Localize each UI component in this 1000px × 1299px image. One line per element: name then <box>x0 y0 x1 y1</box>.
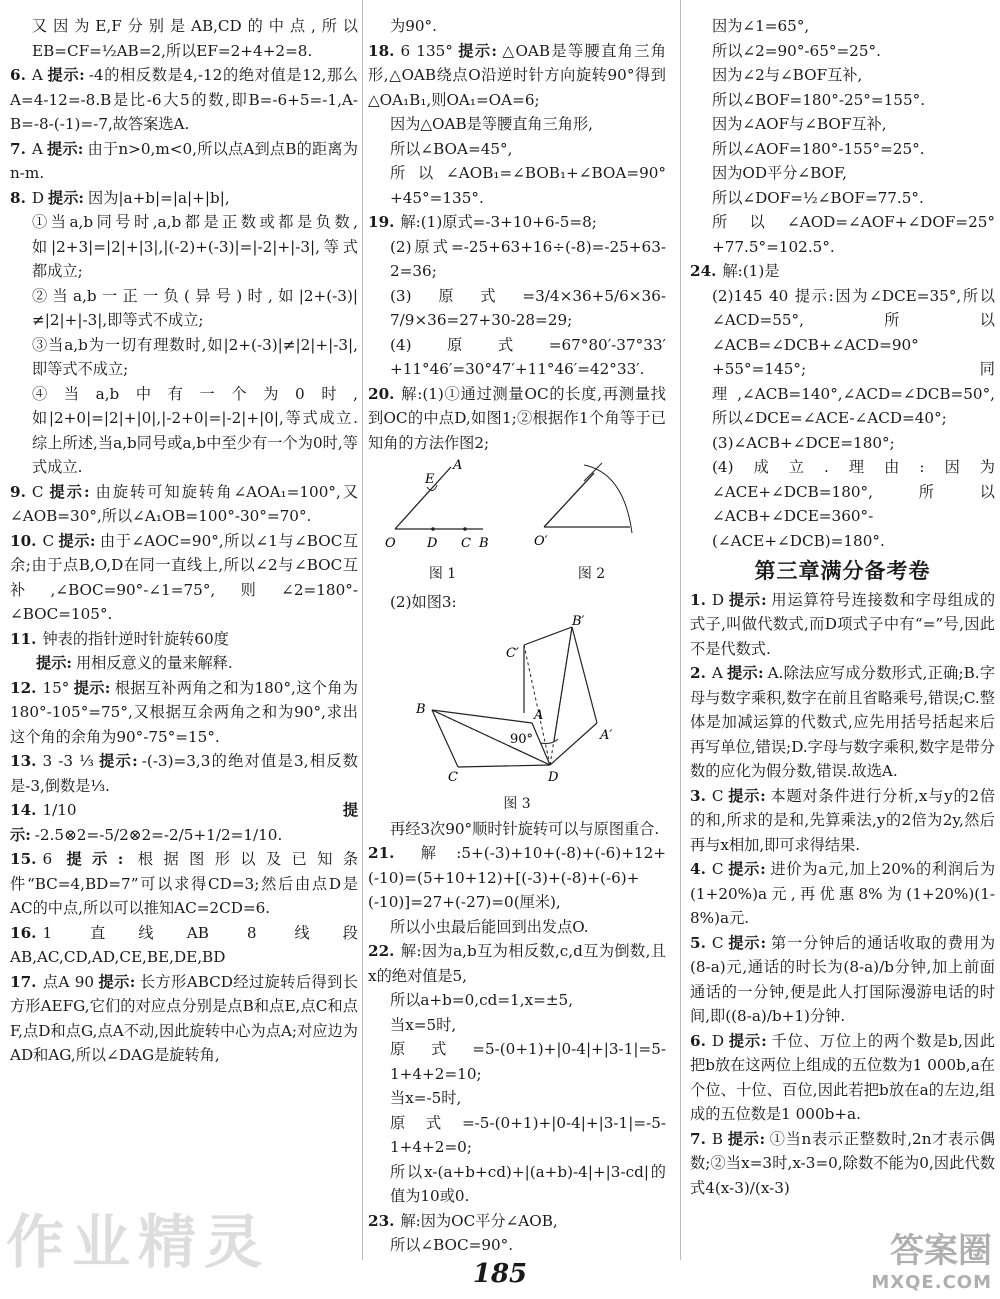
item-text: -4的相反数是4,-12的绝对值是12,那么A=4-12=-8.B是比-6大5的数,即B=-6+5=-1,A-B=-8-(-1)=-7,故答案选A. <box>10 66 358 133</box>
item-answer: C <box>31 482 44 501</box>
item-text: 所以∠AOB₁=∠BOB₁+∠BOA=90°+45°=135°. <box>390 164 666 207</box>
answer-column-3 <box>690 14 995 1200</box>
fig3-label-d: D <box>548 769 559 785</box>
item-answer: A <box>31 139 43 158</box>
figure-2 <box>532 459 652 586</box>
item-text: 进价为a元,加上20%的利润后为(1+20%)a元,再优惠8%为(1+20%)(1-8%)a元. <box>690 860 996 927</box>
item-answer: 解: <box>400 1211 421 1230</box>
item-text: ④当a,b中有一个为0时,如|2+0|=|2|+|0|,|-2+0|=|-2|+|0|,等式成立.综上所述,当a,b同号或a,b中至少有一个为0时,等式成立. <box>32 384 358 476</box>
answer-item <box>690 784 995 858</box>
item-number: 12. <box>10 678 37 697</box>
column-divider-2 <box>680 0 681 1260</box>
answer-item <box>690 588 995 662</box>
item-text: 因为OC平分∠AOB, <box>420 1211 558 1230</box>
answer-item <box>368 210 666 235</box>
answer-item <box>368 14 666 39</box>
item-text: 用相反意义的量来解释. <box>75 654 233 672</box>
answer-item <box>10 676 358 750</box>
figure-3 <box>368 615 666 817</box>
answer-item <box>368 1233 666 1258</box>
figure-2-caption: 图 2 <box>577 565 606 582</box>
item-text: 所以a+b=0,cd=1,x=±5, <box>390 991 574 1009</box>
item-answer: C <box>711 860 724 878</box>
answer-item <box>690 259 995 284</box>
hint-label: 提示: <box>58 531 96 550</box>
column-2-items-b <box>368 590 666 615</box>
watermark-brand: 答案圈 <box>890 1231 992 1271</box>
hint-label: 提示: <box>36 654 72 672</box>
answer-item <box>10 749 358 798</box>
item-text: 因为∠2与∠BOF互补, <box>712 66 863 84</box>
fig3-label-90: 90° <box>510 731 534 747</box>
item-number: 18. <box>368 41 395 60</box>
item-text: 千位、万位上的两个数是b,因此把b放在这两位上组成的五位数为1 000b,a在个位、十位、百位,因此若把b放在a的左边,组成的五位数是1 000b+a. <box>690 1031 995 1123</box>
item-text: 因为a,b互为相反数,c,d互为倒数,且x的绝对值是5, <box>368 942 666 985</box>
hint-label: 提示: <box>56 850 124 868</box>
item-text: △OAB是等腰直角三角形,△OAB绕点O沿逆时针方向旋转90°得到△OA₁B₁,则OA₁=OA=6; <box>368 41 666 109</box>
item-text: (3)∠ACB+∠DCE=180°; <box>712 433 895 452</box>
answer-item <box>690 857 995 931</box>
fig3-label-b-prime: B′ <box>572 614 585 629</box>
item-text: 第一分钟后的通话收取的费用为(8-a)元,通话的时长为(8-a)/b分钟,加上前面通话的一分钟,便是此人打国际漫游电话的时间,即((8-a)/b+1)分钟. <box>690 933 996 1025</box>
hint-label: 提示: <box>46 66 85 84</box>
answer-item <box>690 112 995 137</box>
page-number: 185 <box>472 1259 528 1289</box>
item-number: 20. <box>368 384 395 403</box>
fig3-label-c-prime: C′ <box>506 645 519 661</box>
hint-label: 提示: <box>728 590 767 609</box>
fig1-label-o: O <box>384 536 396 551</box>
fig1-label-b: B <box>478 536 489 551</box>
item-answer: 15° <box>42 678 70 697</box>
item-text: 因为OD平分∠BOF, <box>712 164 847 182</box>
item-text: 由于∠AOC=90°,所以∠1与∠BOC互余;由于点B,O,D在同一直线上,所以∠2与∠BOC互补,∠BOC=90°-∠1=75°,则∠2=180°-∠BOC=105°. <box>10 531 359 623</box>
item-number: 7. <box>690 1129 706 1148</box>
item-answer: 6 135° <box>400 41 453 60</box>
item-number: 19. <box>368 213 395 231</box>
answer-item <box>690 1127 995 1201</box>
answer-item <box>368 161 666 210</box>
figure-1-caption: 图 1 <box>428 565 457 582</box>
item-text: 所以小虫最后能回到出发点O. <box>390 917 589 936</box>
item-text: 所以∠AOF=180°-155°=25°. <box>712 139 925 158</box>
item-number: 10. <box>10 531 37 550</box>
answer-item <box>10 137 358 186</box>
item-answer: 6 <box>42 850 53 868</box>
item-text: 所以∠BOA=45°, <box>390 139 513 158</box>
item-number: 6. <box>690 1031 706 1050</box>
item-text: 由于n>0,m<0,所以点A到点B的距离为n-m. <box>10 139 358 182</box>
fig2-label-o-prime: O′ <box>533 534 548 549</box>
hint-label: 提示: <box>10 801 358 844</box>
item-number: 7. <box>10 139 26 158</box>
item-text: 所以∠DOF=½∠BOF=77.5°. <box>712 188 924 207</box>
answer-item <box>690 63 995 88</box>
item-number: 6. <box>10 66 26 84</box>
item-answer: 解: <box>400 844 462 862</box>
answer-item <box>368 235 666 284</box>
item-text: (1)①通过测量OC的长度,再测量找到OC的中点D,如图1;②根据作1个角等于已知角的方法作图2; <box>368 384 666 452</box>
answer-item <box>10 186 358 211</box>
figure-3-drawing <box>402 615 632 785</box>
fig1-label-a: A <box>452 459 462 473</box>
answer-item <box>368 39 666 113</box>
answer-item <box>10 921 358 970</box>
item-answer: C <box>711 786 724 805</box>
figure-2-drawing <box>532 459 652 554</box>
item-text: 当x=-5时, <box>390 1089 462 1107</box>
answer-item <box>368 284 666 333</box>
hint-label: 提示: <box>48 188 85 207</box>
watermark-right <box>871 1223 992 1293</box>
answer-item <box>10 284 358 333</box>
answer-item <box>10 210 358 284</box>
item-text: 本题对条件进行分析,x与y的2倍的和,所求的是和,先算乘法,y的2倍为2y,然后再与x相加,即可求得结果. <box>690 786 996 854</box>
column-2-items-c <box>368 817 666 1258</box>
answer-item <box>368 382 666 456</box>
answer-item <box>10 63 358 137</box>
item-text: A.除法应写成分数形式,正确;B.字母与数字乘积,数字在前且省略乘号,错误;C.整体是加减运算的代数式,应先用括号括起来后再写单位,错误;D.字母与数字乘积,数字是带分数的应化为假分数,错误.故选A. <box>690 664 996 780</box>
item-number: 1. <box>690 590 706 609</box>
answer-item <box>10 798 358 847</box>
answer-item <box>690 137 995 162</box>
hint-label: 提示: <box>98 972 136 991</box>
item-text: 由旋转可知旋转角∠AOA₁=100°,又∠AOB=30°,所以∠A₁OB=100°-30°=70°. <box>10 482 359 525</box>
answer-item <box>368 817 666 842</box>
answer-item <box>690 161 995 186</box>
item-text: (3)原式=3/4×36+5/6×36-7/9×36=27+30-28=29; <box>390 286 666 329</box>
item-text: ①当a,b同号时,a,b都是正数或都是负数,如|2+3|=|2|+|3|,|(-2)+(-3)|=|-2|+|-3|,等式都成立; <box>32 213 358 280</box>
item-number: 13. <box>10 752 37 770</box>
answer-item <box>10 627 358 652</box>
fig3-label-b: B <box>416 701 426 717</box>
item-text: (2)145 40 提示:因为∠DCE=35°,所以∠ACD=55°,所以∠ACB=∠DCB+∠ACD=90°+55°=145°;同理,∠ACB=140°,∠ACD=∠DCB=50°,所以∠DCE=∠ACE-∠ACD=40°; <box>712 286 995 427</box>
item-text: (2)如图3: <box>390 593 457 611</box>
column-divider-1 <box>362 0 363 1260</box>
item-answer: 钟表的指针逆时针旋转60度 <box>42 629 229 648</box>
item-answer: 解: <box>400 384 423 403</box>
item-number: 16. <box>10 923 37 942</box>
item-answer: C <box>711 933 724 952</box>
item-number: 24. <box>690 262 717 280</box>
item-answer: C <box>42 531 55 550</box>
answer-item <box>368 590 666 615</box>
item-text: -2.5⊗2=-5/2⊗2=-2/5+1/2=1/10. <box>34 825 283 844</box>
fig3-label-a: A <box>534 707 544 723</box>
item-text: 再经3次90°顺时针旋转可以与原图重合. <box>390 819 660 838</box>
fig1-label-d: D <box>426 536 437 551</box>
item-text: 为90°. <box>390 17 437 35</box>
item-answer: D <box>711 590 725 609</box>
item-answer: 1/10 <box>42 801 77 819</box>
item-text: 原式=5-(0+1)+|0-4|+|3-1|=5-1+4+2=10; <box>390 1040 666 1083</box>
answer-item <box>690 431 995 456</box>
answer-item <box>368 1086 666 1111</box>
answer-item <box>10 382 358 480</box>
item-answer: 3 -3 ⅓ <box>42 752 94 770</box>
item-text: 所以∠2=90°-65°=25°. <box>712 41 881 60</box>
answer-item <box>368 915 666 940</box>
hint-label: 提示: <box>47 482 90 501</box>
answer-item <box>690 39 995 64</box>
item-answer: D <box>711 1031 725 1050</box>
section-title: 第三章满分备考卷 <box>754 559 931 583</box>
item-text: 原式=-5-(0+1)+|0-4|+|3-1|=-5-1+4+2=0; <box>390 1113 666 1156</box>
hint-label: 提示: <box>97 752 138 770</box>
answer-item <box>10 333 358 382</box>
hint-label: 提示: <box>727 860 766 878</box>
item-text: 用运算符号连接数和字母组成的式子,叫做代数式,而D项式子中有“=”号,因此不是代数式. <box>690 590 995 658</box>
watermark-left: 作业精灵 <box>6 1208 271 1276</box>
item-answer: 解: <box>400 942 422 960</box>
fig3-label-c: C <box>448 769 458 785</box>
answer-item <box>690 14 995 39</box>
watermark-url: MXQE.COM <box>871 1272 992 1293</box>
item-number: 21. <box>368 844 395 862</box>
item-answer: 解: <box>400 213 421 231</box>
figure-1 <box>383 459 503 586</box>
answer-item <box>690 661 995 784</box>
item-number: 5. <box>690 933 706 952</box>
answer-item <box>368 988 666 1013</box>
answer-item <box>368 1209 666 1234</box>
item-answer: A <box>31 66 43 84</box>
item-number: 8. <box>10 188 26 207</box>
item-text: 所以x-(a+b+cd)+|(a+b)-4|+|3-cd|的值为10或0. <box>390 1162 666 1205</box>
hint-label: 提示: <box>727 786 766 805</box>
item-text: ③当a,b为一切有理数时,如|2+(-3)|≠|2|+|-3|,即等式不成立; <box>32 335 358 378</box>
hint-label: 提示: <box>73 678 111 697</box>
answer-item <box>690 1029 995 1127</box>
item-text: (1)原式=-3+10+6-5=8; <box>420 213 597 231</box>
item-number: 3. <box>690 786 706 805</box>
fig3-label-a-prime: A′ <box>600 727 613 743</box>
item-answer: B <box>711 1129 724 1148</box>
hint-label: 提示: <box>456 41 498 60</box>
item-text: ②当a,b一正一负(异号)时,如|2+(-3)|≠|2|+|-3|,即等式不成立; <box>32 286 358 329</box>
fig1-label-e: E <box>424 472 434 487</box>
answer-item <box>368 841 666 915</box>
item-answer: D <box>31 188 45 207</box>
item-text: 又因为E,F分别是AB,CD的中点,所以EB=CF=½AB=2,所以EF=2+4+2=8. <box>32 17 358 60</box>
column-3-items-b <box>690 588 995 1201</box>
item-number: 11. <box>10 629 37 648</box>
column-2-items <box>368 14 666 455</box>
item-text: (1)是 <box>742 262 780 280</box>
answer-item <box>368 333 666 382</box>
item-text: (4)原式=67°80′-37°33′+11°46′=30°47′+11°46′=42°33′. <box>390 335 666 378</box>
figures-1-2 <box>368 459 666 586</box>
answer-item <box>368 939 666 988</box>
item-number: 4. <box>690 860 706 878</box>
hint-label: 提示: <box>727 1129 766 1148</box>
item-text: (2)原式=-25+63+16÷(-8)=-25+63-2=36; <box>390 237 666 280</box>
item-number: 23. <box>368 1211 395 1230</box>
column-3-items <box>690 14 995 553</box>
answer-item <box>10 847 358 921</box>
item-number: 17. <box>10 972 37 991</box>
answer-item <box>368 1111 666 1160</box>
item-number: 15. <box>10 850 37 868</box>
item-number: 22. <box>368 942 395 960</box>
answer-column-1 <box>10 14 358 1068</box>
item-text: 因为△OAB是等腰直角三角形, <box>390 115 593 133</box>
item-answer: 解: <box>722 262 743 280</box>
answer-item <box>690 931 995 1029</box>
answer-item <box>368 112 666 137</box>
item-text: 所以∠BOC=90°. <box>390 1236 514 1254</box>
item-text: 因为∠AOF与∠BOF互补, <box>712 115 887 133</box>
item-number: 9. <box>10 482 26 501</box>
answer-item <box>10 970 358 1068</box>
item-text: 根据图形以及已知条件“BC=4,BD=7”可以求得CD=3;然后由点D是AC的中点,所以可以推知AC=2CD=6. <box>10 850 359 917</box>
answer-item <box>10 14 358 63</box>
answer-item <box>368 1013 666 1038</box>
item-text: 5+(-3)+10+(-8)+(-6)+12+(-10)=(5+10+12)+[(-3)+(-8)+(-6)+(-10)]=27+(-27)=0(厘米), <box>368 844 666 911</box>
answer-column-2 <box>368 14 666 1258</box>
answer-item <box>690 186 995 211</box>
item-number: 14. <box>10 801 37 819</box>
item-text: 根据互补两角之和为180°,这个角为180°-105°=75°,又根据互余两角之和为90°,求出这个角的余角为90°-75°=15°. <box>10 678 358 746</box>
item-text: 因为|a+b|=|a|+|b|, <box>88 188 230 207</box>
item-text: 所以∠BOF=180°-25°=155°. <box>712 90 926 109</box>
answer-item <box>10 651 358 676</box>
answer-item <box>10 480 358 529</box>
hint-label: 提示: <box>726 664 764 682</box>
item-answer: A <box>711 664 723 682</box>
item-text: -(-3)=3,3的绝对值是3,相反数是-3,倒数是⅓. <box>10 752 358 795</box>
answer-item <box>690 88 995 113</box>
answer-item <box>368 1037 666 1086</box>
figure-1-drawing <box>383 459 503 554</box>
hint-label: 提示: <box>46 139 84 158</box>
hint-label: 提示: <box>728 1031 767 1050</box>
fig1-label-c: C <box>460 536 471 551</box>
hint-label: 提示: <box>727 933 767 952</box>
item-text: (4)成立.理由:因为∠ACE+∠DCB=180°,所以∠ACB+∠DCE=360°-(∠ACE+∠DCB)=180°. <box>712 458 995 550</box>
answer-item <box>368 1160 666 1209</box>
column-1-items <box>10 14 358 1068</box>
item-number: 2. <box>690 664 706 682</box>
answer-item <box>690 284 995 431</box>
figure-3-caption: 图 3 <box>503 796 531 812</box>
item-text: 所以∠AOD=∠AOF+∠DOF=25°+77.5°=102.5°. <box>712 213 995 256</box>
answer-item <box>368 137 666 162</box>
item-answer: 1 直线AB 8 线段AB,AC,CD,AD,CE,BE,DE,BD <box>10 923 358 966</box>
answer-item <box>690 210 995 259</box>
answer-item <box>10 529 358 627</box>
item-answer: 点A 90 <box>42 972 95 991</box>
item-text: 因为∠1=65°, <box>712 17 810 35</box>
item-text: ①当n表示正整数时,2n才表示偶数;②当x=3时,x-3=0,除数不能为0,因此代数式4(x-3)/(x-3) <box>690 1129 995 1197</box>
item-text: 长方形ABCD经过旋转后得到长方形AEFG,它们的对应点分别是点B和点E,点C和点F,点D和点G,点A不动,因此旋转中心为点A;对应边为AD和AG,所以∠DAG是旋转角, <box>10 972 358 1064</box>
item-text: 当x=5时, <box>390 1015 457 1034</box>
answer-item <box>690 455 995 553</box>
